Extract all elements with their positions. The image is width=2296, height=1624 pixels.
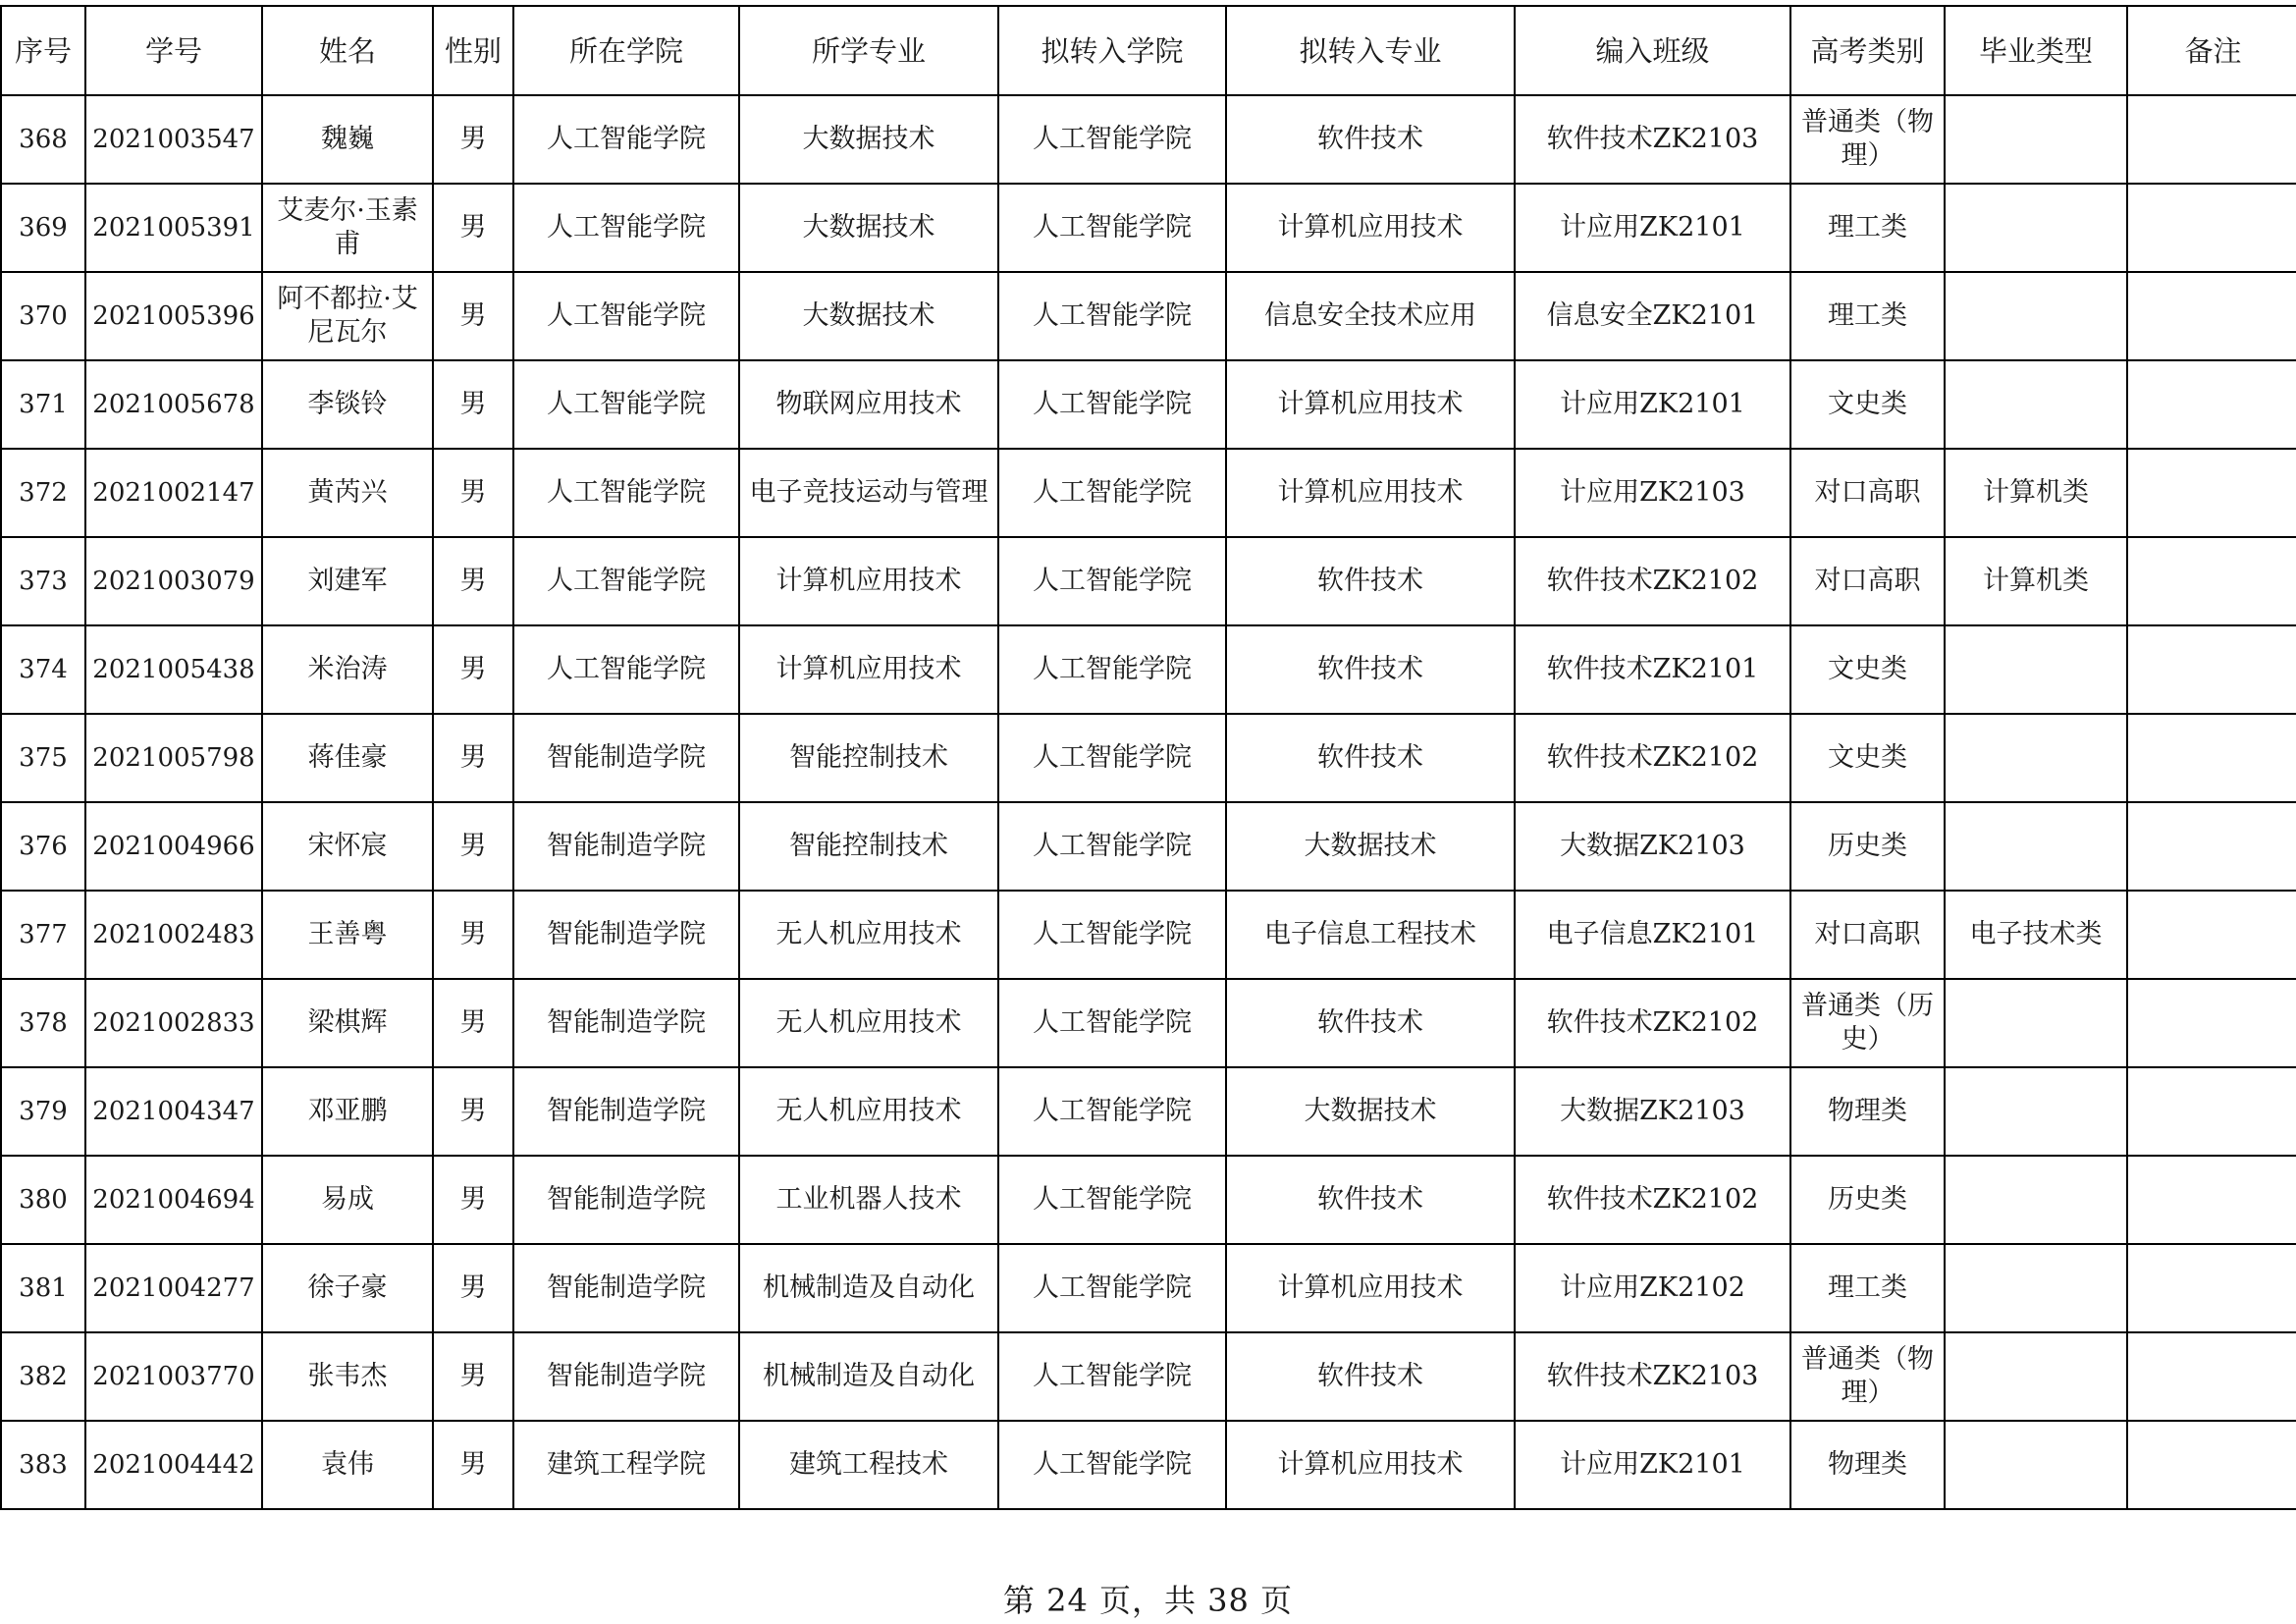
cell-index: 369 — [1, 184, 85, 272]
cell-target-college: 人工智能学院 — [998, 1332, 1226, 1421]
cell-target-major: 大数据技术 — [1226, 1067, 1515, 1156]
cell-assigned-class: 计应用ZK2103 — [1515, 449, 1790, 537]
cell-index: 381 — [1, 1244, 85, 1332]
cell-current-major: 建筑工程技术 — [739, 1421, 998, 1509]
cell-index: 379 — [1, 1067, 85, 1156]
transfer-roster-table-container — [0, 5, 2296, 1510]
page-number-footer: 第 24 页，共 38 页 — [1002, 1582, 1294, 1619]
cell-name: 徐子豪 — [262, 1244, 433, 1332]
cell-student-id: 2021002833 — [85, 979, 262, 1067]
cell-target-major: 软件技术 — [1226, 979, 1515, 1067]
column-header-student-id: 学号 — [85, 6, 262, 95]
cell-current-college: 人工智能学院 — [513, 625, 739, 714]
cell-assigned-class: 信息安全ZK2101 — [1515, 272, 1790, 360]
cell-current-major: 无人机应用技术 — [739, 1067, 998, 1156]
cell-current-major: 大数据技术 — [739, 184, 998, 272]
cell-student-id: 2021002483 — [85, 891, 262, 979]
cell-current-college: 智能制造学院 — [513, 979, 739, 1067]
cell-index: 383 — [1, 1421, 85, 1509]
cell-current-college: 智能制造学院 — [513, 1156, 739, 1244]
cell-target-college: 人工智能学院 — [998, 537, 1226, 625]
cell-exam-category: 普通类（历史） — [1790, 979, 1945, 1067]
table-row — [1, 1244, 2296, 1332]
cell-name: 易成 — [262, 1156, 433, 1244]
cell-name: 刘建军 — [262, 537, 433, 625]
cell-current-major: 智能控制技术 — [739, 802, 998, 891]
column-header-target-major: 拟转入专业 — [1226, 6, 1515, 95]
cell-student-id: 2021004277 — [85, 1244, 262, 1332]
cell-student-id: 2021003079 — [85, 537, 262, 625]
cell-remarks — [2127, 979, 2296, 1067]
cell-student-id: 2021005678 — [85, 360, 262, 449]
cell-target-college: 人工智能学院 — [998, 625, 1226, 714]
cell-remarks — [2127, 537, 2296, 625]
column-header-target-college: 拟转入学院 — [998, 6, 1226, 95]
cell-target-college: 人工智能学院 — [998, 1244, 1226, 1332]
cell-name: 梁棋辉 — [262, 979, 433, 1067]
cell-current-college: 人工智能学院 — [513, 360, 739, 449]
table-row — [1, 95, 2296, 184]
cell-target-college: 人工智能学院 — [998, 272, 1226, 360]
column-header-gender: 性别 — [433, 6, 513, 95]
cell-assigned-class: 大数据ZK2103 — [1515, 1067, 1790, 1156]
cell-current-major: 无人机应用技术 — [739, 979, 998, 1067]
cell-remarks — [2127, 1156, 2296, 1244]
cell-current-college: 建筑工程学院 — [513, 1421, 739, 1509]
cell-current-major: 计算机应用技术 — [739, 537, 998, 625]
cell-current-major: 机械制造及自动化 — [739, 1244, 998, 1332]
cell-graduation-type — [1945, 1421, 2127, 1509]
cell-assigned-class: 计应用ZK2101 — [1515, 184, 1790, 272]
cell-index: 372 — [1, 449, 85, 537]
cell-exam-category: 理工类 — [1790, 272, 1945, 360]
table-row — [1, 802, 2296, 891]
cell-student-id: 2021004694 — [85, 1156, 262, 1244]
cell-index: 368 — [1, 95, 85, 184]
cell-name: 袁伟 — [262, 1421, 433, 1509]
cell-name: 米治涛 — [262, 625, 433, 714]
cell-name: 宋怀宸 — [262, 802, 433, 891]
cell-assigned-class: 计应用ZK2101 — [1515, 360, 1790, 449]
cell-target-major: 电子信息工程技术 — [1226, 891, 1515, 979]
cell-remarks — [2127, 891, 2296, 979]
cell-current-college: 人工智能学院 — [513, 272, 739, 360]
cell-remarks — [2127, 1332, 2296, 1421]
cell-current-college: 智能制造学院 — [513, 1067, 739, 1156]
cell-exam-category: 普通类（物理） — [1790, 95, 1945, 184]
cell-target-major: 软件技术 — [1226, 714, 1515, 802]
cell-student-id: 2021003770 — [85, 1332, 262, 1421]
column-header-name: 姓名 — [262, 6, 433, 95]
cell-assigned-class: 大数据ZK2103 — [1515, 802, 1790, 891]
cell-remarks — [2127, 272, 2296, 360]
cell-name: 阿不都拉·艾尼瓦尔 — [262, 272, 433, 360]
cell-target-major: 计算机应用技术 — [1226, 449, 1515, 537]
cell-current-college: 人工智能学院 — [513, 449, 739, 537]
column-header-current-college: 所在学院 — [513, 6, 739, 95]
cell-current-major: 大数据技术 — [739, 272, 998, 360]
cell-gender: 男 — [433, 184, 513, 272]
cell-exam-category: 理工类 — [1790, 1244, 1945, 1332]
cell-remarks — [2127, 360, 2296, 449]
cell-exam-category: 文史类 — [1790, 714, 1945, 802]
cell-target-major: 计算机应用技术 — [1226, 184, 1515, 272]
table-row — [1, 537, 2296, 625]
cell-exam-category: 普通类（物理） — [1790, 1332, 1945, 1421]
cell-gender: 男 — [433, 537, 513, 625]
cell-name: 邓亚鹏 — [262, 1067, 433, 1156]
cell-current-major: 计算机应用技术 — [739, 625, 998, 714]
column-header-remarks: 备注 — [2127, 6, 2296, 95]
cell-student-id: 2021002147 — [85, 449, 262, 537]
cell-gender: 男 — [433, 1332, 513, 1421]
cell-graduation-type — [1945, 1067, 2127, 1156]
cell-student-id: 2021004442 — [85, 1421, 262, 1509]
table-row — [1, 1067, 2296, 1156]
cell-target-college: 人工智能学院 — [998, 891, 1226, 979]
cell-student-id: 2021005438 — [85, 625, 262, 714]
cell-current-major: 物联网应用技术 — [739, 360, 998, 449]
cell-gender: 男 — [433, 449, 513, 537]
cell-name: 魏巍 — [262, 95, 433, 184]
cell-target-major: 软件技术 — [1226, 625, 1515, 714]
cell-remarks — [2127, 625, 2296, 714]
cell-target-college: 人工智能学院 — [998, 979, 1226, 1067]
cell-student-id: 2021004347 — [85, 1067, 262, 1156]
cell-exam-category: 物理类 — [1790, 1421, 1945, 1509]
cell-gender: 男 — [433, 979, 513, 1067]
cell-gender: 男 — [433, 625, 513, 714]
cell-remarks — [2127, 1067, 2296, 1156]
cell-index: 375 — [1, 714, 85, 802]
cell-remarks — [2127, 95, 2296, 184]
cell-target-college: 人工智能学院 — [998, 802, 1226, 891]
cell-index: 382 — [1, 1332, 85, 1421]
cell-target-major: 大数据技术 — [1226, 802, 1515, 891]
cell-assigned-class: 电子信息ZK2101 — [1515, 891, 1790, 979]
cell-name: 艾麦尔·玉素甫 — [262, 184, 433, 272]
cell-graduation-type — [1945, 714, 2127, 802]
cell-assigned-class: 计应用ZK2101 — [1515, 1421, 1790, 1509]
cell-index: 376 — [1, 802, 85, 891]
cell-exam-category: 理工类 — [1790, 184, 1945, 272]
cell-assigned-class: 软件技术ZK2102 — [1515, 714, 1790, 802]
cell-target-major: 软件技术 — [1226, 95, 1515, 184]
cell-exam-category: 对口高职 — [1790, 537, 1945, 625]
cell-exam-category: 文史类 — [1790, 360, 1945, 449]
cell-target-college: 人工智能学院 — [998, 714, 1226, 802]
cell-remarks — [2127, 184, 2296, 272]
cell-target-major: 软件技术 — [1226, 1332, 1515, 1421]
table-row — [1, 272, 2296, 360]
table-header-row — [1, 6, 2296, 95]
cell-target-major: 软件技术 — [1226, 537, 1515, 625]
cell-student-id: 2021004966 — [85, 802, 262, 891]
cell-gender: 男 — [433, 802, 513, 891]
cell-student-id: 2021003547 — [85, 95, 262, 184]
cell-graduation-type — [1945, 1332, 2127, 1421]
cell-gender: 男 — [433, 714, 513, 802]
cell-assigned-class: 软件技术ZK2102 — [1515, 979, 1790, 1067]
table-row — [1, 1332, 2296, 1421]
table-row — [1, 449, 2296, 537]
cell-target-college: 人工智能学院 — [998, 184, 1226, 272]
cell-graduation-type — [1945, 802, 2127, 891]
cell-graduation-type: 计算机类 — [1945, 449, 2127, 537]
cell-gender: 男 — [433, 272, 513, 360]
cell-name: 王善粤 — [262, 891, 433, 979]
cell-exam-category: 对口高职 — [1790, 891, 1945, 979]
cell-remarks — [2127, 449, 2296, 537]
cell-graduation-type — [1945, 1156, 2127, 1244]
cell-gender: 男 — [433, 95, 513, 184]
cell-current-major: 无人机应用技术 — [739, 891, 998, 979]
cell-exam-category: 文史类 — [1790, 625, 1945, 714]
cell-current-college: 智能制造学院 — [513, 1332, 739, 1421]
cell-target-major: 软件技术 — [1226, 1156, 1515, 1244]
cell-target-major: 计算机应用技术 — [1226, 360, 1515, 449]
cell-name: 李锬铃 — [262, 360, 433, 449]
cell-gender: 男 — [433, 1156, 513, 1244]
table-row — [1, 625, 2296, 714]
table-body — [1, 95, 2296, 1509]
table-row — [1, 360, 2296, 449]
cell-student-id: 2021005391 — [85, 184, 262, 272]
cell-index: 373 — [1, 537, 85, 625]
cell-target-major: 计算机应用技术 — [1226, 1421, 1515, 1509]
cell-target-college: 人工智能学院 — [998, 95, 1226, 184]
cell-current-college: 人工智能学院 — [513, 95, 739, 184]
cell-remarks — [2127, 1421, 2296, 1509]
cell-assigned-class: 软件技术ZK2103 — [1515, 1332, 1790, 1421]
cell-name: 张韦杰 — [262, 1332, 433, 1421]
table-row — [1, 979, 2296, 1067]
cell-name: 蒋佳豪 — [262, 714, 433, 802]
cell-graduation-type — [1945, 360, 2127, 449]
cell-graduation-type — [1945, 979, 2127, 1067]
cell-assigned-class: 软件技术ZK2102 — [1515, 1156, 1790, 1244]
cell-index: 378 — [1, 979, 85, 1067]
table-row — [1, 891, 2296, 979]
table-row — [1, 1421, 2296, 1509]
cell-graduation-type: 计算机类 — [1945, 537, 2127, 625]
cell-gender: 男 — [433, 1421, 513, 1509]
cell-remarks — [2127, 1244, 2296, 1332]
cell-target-college: 人工智能学院 — [998, 360, 1226, 449]
cell-graduation-type — [1945, 95, 2127, 184]
cell-current-college: 智能制造学院 — [513, 891, 739, 979]
cell-assigned-class: 软件技术ZK2102 — [1515, 537, 1790, 625]
cell-current-college: 智能制造学院 — [513, 714, 739, 802]
column-header-current-major: 所学专业 — [739, 6, 998, 95]
cell-graduation-type — [1945, 625, 2127, 714]
cell-current-major: 工业机器人技术 — [739, 1156, 998, 1244]
cell-current-college: 人工智能学院 — [513, 537, 739, 625]
cell-exam-category: 历史类 — [1790, 802, 1945, 891]
column-header-assigned-class: 编入班级 — [1515, 6, 1790, 95]
table-row — [1, 1156, 2296, 1244]
cell-remarks — [2127, 714, 2296, 802]
cell-current-major: 电子竞技运动与管理 — [739, 449, 998, 537]
cell-exam-category: 物理类 — [1790, 1067, 1945, 1156]
column-header-index: 序号 — [1, 6, 85, 95]
cell-index: 371 — [1, 360, 85, 449]
table-row — [1, 184, 2296, 272]
cell-assigned-class: 计应用ZK2102 — [1515, 1244, 1790, 1332]
cell-current-college: 智能制造学院 — [513, 1244, 739, 1332]
cell-graduation-type — [1945, 184, 2127, 272]
cell-gender: 男 — [433, 891, 513, 979]
cell-target-college: 人工智能学院 — [998, 1067, 1226, 1156]
cell-index: 377 — [1, 891, 85, 979]
cell-graduation-type — [1945, 272, 2127, 360]
cell-gender: 男 — [433, 1244, 513, 1332]
transfer-roster-table — [0, 5, 2296, 1510]
cell-name: 黄芮兴 — [262, 449, 433, 537]
cell-exam-category: 历史类 — [1790, 1156, 1945, 1244]
cell-assigned-class: 软件技术ZK2103 — [1515, 95, 1790, 184]
cell-current-major: 机械制造及自动化 — [739, 1332, 998, 1421]
cell-target-major: 信息安全技术应用 — [1226, 272, 1515, 360]
cell-remarks — [2127, 802, 2296, 891]
cell-current-major: 大数据技术 — [739, 95, 998, 184]
cell-target-major: 计算机应用技术 — [1226, 1244, 1515, 1332]
cell-gender: 男 — [433, 360, 513, 449]
cell-current-major: 智能控制技术 — [739, 714, 998, 802]
cell-student-id: 2021005798 — [85, 714, 262, 802]
cell-student-id: 2021005396 — [85, 272, 262, 360]
table-row — [1, 714, 2296, 802]
cell-graduation-type: 电子技术类 — [1945, 891, 2127, 979]
cell-target-college: 人工智能学院 — [998, 449, 1226, 537]
cell-index: 370 — [1, 272, 85, 360]
cell-index: 374 — [1, 625, 85, 714]
cell-target-college: 人工智能学院 — [998, 1421, 1226, 1509]
cell-current-college: 人工智能学院 — [513, 184, 739, 272]
column-header-exam-category: 高考类别 — [1790, 6, 1945, 95]
cell-target-college: 人工智能学院 — [998, 1156, 1226, 1244]
cell-index: 380 — [1, 1156, 85, 1244]
cell-graduation-type — [1945, 1244, 2127, 1332]
cell-current-college: 智能制造学院 — [513, 802, 739, 891]
cell-exam-category: 对口高职 — [1790, 449, 1945, 537]
column-header-graduation-type: 毕业类型 — [1945, 6, 2127, 95]
cell-assigned-class: 软件技术ZK2101 — [1515, 625, 1790, 714]
cell-gender: 男 — [433, 1067, 513, 1156]
